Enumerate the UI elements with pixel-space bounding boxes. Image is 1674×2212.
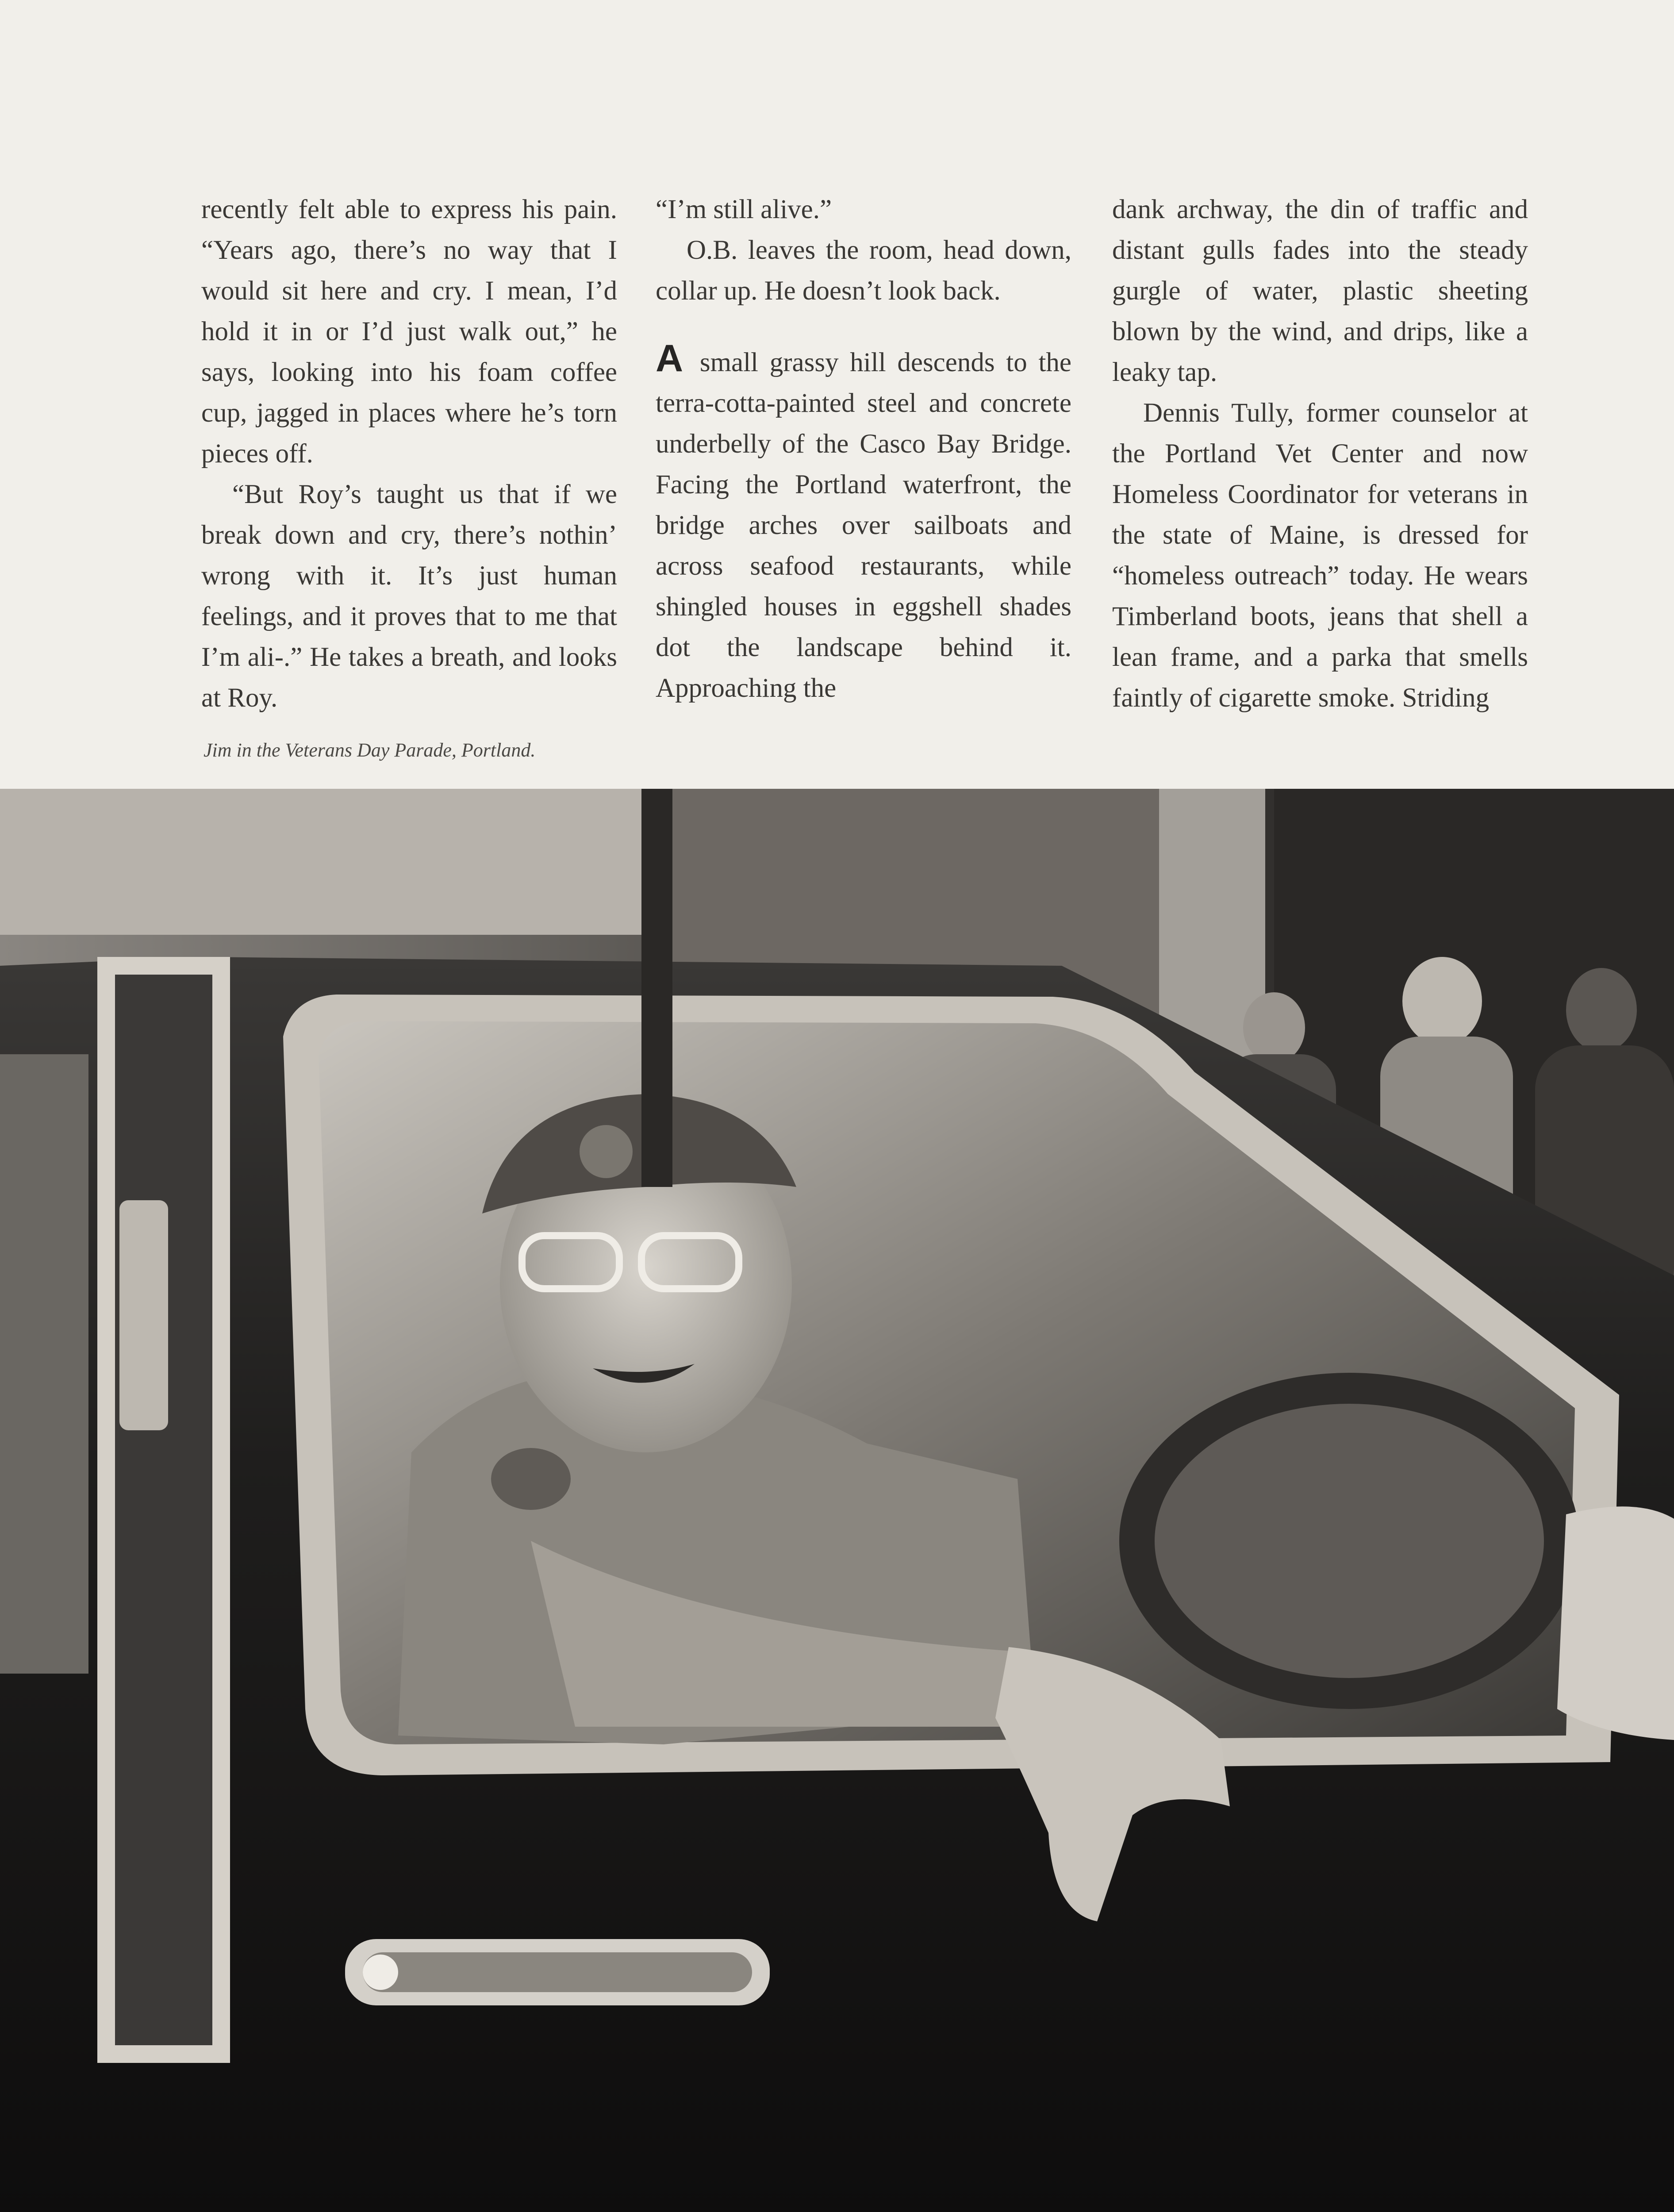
paragraph: Dennis Tully, former counselor at the Portland Vet Center and now Homeless Coordinator for veterans in the state of Maine, is dressed for “homeless outreach” today. He wears Timberland boots, jeans that shell a lean frame, and a parka that smells faintly of cigarette smoke. Striding (1112, 398, 1528, 713)
text-column-3 (1112, 189, 1528, 718)
paragraph: “But Roy’s taught us that if we break down and cry, there’s nothin’ wrong with it. It’s just human feelings, and it proves that to me that I’m ali-.” He takes a breath, and looks at Roy. (201, 480, 617, 713)
text-column-2 (656, 189, 1071, 709)
text-column-1 (201, 189, 617, 718)
paragraph: dank archway, the din of traffic and distant gulls fades into the steady gurgle of water, plastic sheeting blown by the wind, and drips, like a leaky tap. (1112, 195, 1528, 387)
drop-cap: A (656, 337, 683, 380)
paragraph-text: small grassy hill descends to the terra-cotta-painted steel and concrete underbelly of the Casco Bay Bridge. Facing the Portland waterfront, the bridge arches over sailboats and across seafood restaurants, while shingled houses in eggshell shades dot the landscape behind it. Approaching the (656, 348, 1071, 703)
paragraph: O.B. leaves the room, head down, collar up. He doesn’t look back. (656, 235, 1071, 306)
paragraph: recently felt able to express his pain. “Years ago, there’s no way that I would sit here and cry. I mean, I’d hold it in or I’d just walk out,” he says, looking into his foam coffee cup, jagged in places where he’s torn pieces off. (201, 195, 617, 469)
photo-veteran-in-car (0, 789, 1674, 2212)
paragraph: “I’m still alive.” (656, 195, 832, 224)
photo-caption: Jim in the Veterans Day Parade, Portland. (203, 739, 536, 761)
paragraph-with-dropcap (656, 337, 1071, 709)
